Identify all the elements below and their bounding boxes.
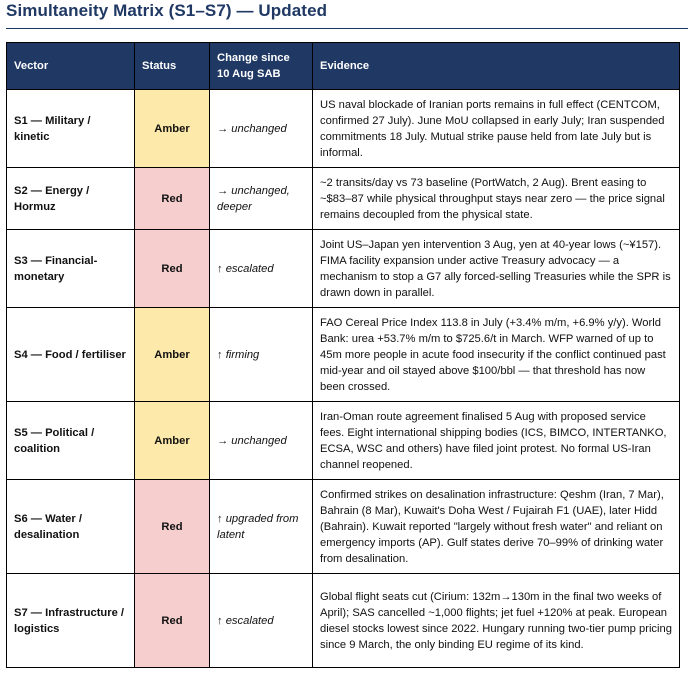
table-row	[7, 168, 680, 230]
status-badge: Amber	[135, 90, 210, 168]
status-badge: Amber	[135, 308, 210, 402]
table-row	[7, 308, 680, 402]
evidence-cell: Confirmed strikes on desalination infrastructure: Qeshm (Iran, 7 Mar), Bahrain (8 Mar), Kuwait's Doha West / Fujairah F1 (UAE), later Hidd (Bahrain). Kuwait reported "largely without fresh water" and reliant on emergency imports (AP). Gulf states derive 70–99% of drinking water from desalination.	[313, 480, 680, 574]
table-row	[7, 402, 680, 480]
evidence-cell: ~2 transits/day vs 73 baseline (PortWatch, 2 Aug). Brent easing to ~$83–87 while physical throughput stays near zero — the price signal remains decoupled from the physical state.	[313, 168, 680, 230]
table-row	[7, 574, 680, 668]
change-cell: ↑ escalated	[210, 230, 313, 308]
status-badge: Red	[135, 480, 210, 574]
title-divider	[6, 28, 688, 29]
vector-cell: S7 — Infrastructure / logistics	[7, 574, 135, 668]
header-change: Change since 10 Aug SAB	[210, 43, 313, 90]
change-cell: ↑ upgraded from latent	[210, 480, 313, 574]
status-badge: Red	[135, 574, 210, 668]
change-cell: → unchanged, deeper	[210, 168, 313, 230]
evidence-cell: FAO Cereal Price Index 113.8 in July (+3.4% m/m, +6.9% y/y). World Bank: urea +53.7% m/m to $725.6/t in March. WFP warned of up to 45m more people in acute food insecurity if the conflict continued past mid-year and oil stayed above $100/bbl — that threshold has now been crossed.	[313, 308, 680, 402]
header-vector: Vector	[7, 43, 135, 90]
table-header-row	[7, 43, 680, 90]
table-row	[7, 480, 680, 574]
page-title: Simultaneity Matrix (S1–S7) — Updated	[6, 1, 328, 20]
evidence-cell: Joint US–Japan yen intervention 3 Aug, yen at 40-year lows (~¥157). FIMA facility expansion under active Treasury advocacy — a mechanism to stop a G7 ally forced-selling Treasuries while the SPR is drawn down in parallel.	[313, 230, 680, 308]
simultaneity-matrix-table	[6, 42, 680, 668]
vector-cell: S5 — Political / coalition	[7, 402, 135, 480]
evidence-cell: US naval blockade of Iranian ports remains in full effect (CENTCOM, confirmed 27 July). June MoU collapsed in early July; Iran suspended commitments 18 July. Mutual strike pause held from late July but is informal.	[313, 90, 680, 168]
change-cell: → unchanged	[210, 90, 313, 168]
change-cell: ↑ firming	[210, 308, 313, 402]
header-status: Status	[135, 43, 210, 90]
status-badge: Amber	[135, 402, 210, 480]
change-cell: ↑ escalated	[210, 574, 313, 668]
status-badge: Red	[135, 230, 210, 308]
evidence-cell: Iran-Oman route agreement finalised 5 Aug with proposed service fees. Eight international shipping bodies (ICS, BIMCO, INTERTANKO, ECSA, WSC and others) have filed joint protest. No formal US-Iran channel reopened.	[313, 402, 680, 480]
vector-cell: S6 — Water / desalination	[7, 480, 135, 574]
vector-cell: S1 — Military / kinetic	[7, 90, 135, 168]
vector-cell: S4 — Food / fertiliser	[7, 308, 135, 402]
status-badge: Red	[135, 168, 210, 230]
change-cell: → unchanged	[210, 402, 313, 480]
table-row	[7, 90, 680, 168]
evidence-cell: Global flight seats cut (Cirium: 132m→130m in the final two weeks of April); SAS cancelled ~1,000 flights; jet fuel +120% at peak. European diesel stocks lowest since 2022. Hungary running two-tier pump pricing since 9 March, the only binding EU regime of its kind.	[313, 574, 680, 668]
vector-cell: S2 — Energy / Hormuz	[7, 168, 135, 230]
header-evidence: Evidence	[313, 43, 680, 90]
table-row	[7, 230, 680, 308]
vector-cell: S3 — Financial-monetary	[7, 230, 135, 308]
